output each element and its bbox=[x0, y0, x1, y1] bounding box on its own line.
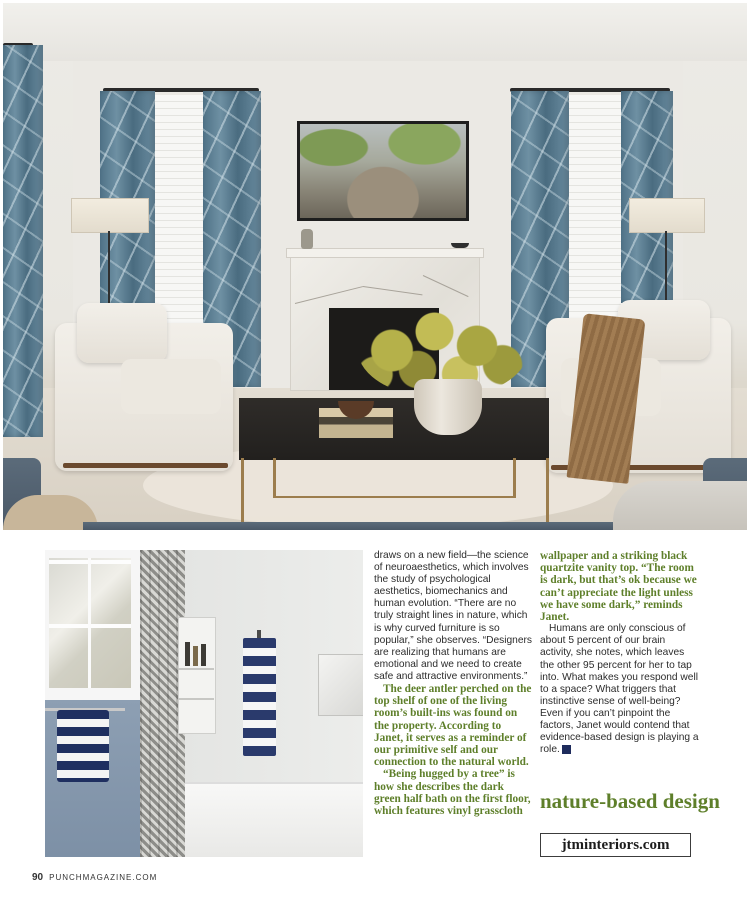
paragraph-text: Humans are only conscious of about 5 percent of our brain activity, she notes, which leaves the other 95 percent for her to tap into. What makes you respond well to a space? What triggers that instinctive sense of well-being? Even if you can’t pinpoint the factors, Janet would contend that evidence-based design is playing a role. bbox=[540, 623, 699, 756]
page-number: 90 bbox=[32, 872, 44, 883]
armchair-base bbox=[63, 463, 228, 468]
sidebar-headline: nature-based design bbox=[540, 789, 720, 813]
table-rail bbox=[273, 496, 516, 498]
floor-lamp-shade bbox=[629, 198, 705, 233]
mantel-shelf bbox=[286, 248, 484, 258]
right-window bbox=[566, 95, 624, 320]
paragraph: draws on a new field—the science of neuroaesthetics, which involves the study of psychological aesthetics, biomechanics and human evolution. “There are no truly straight lines in nature, which is why curved furniture is so popular,” she observes. “Designers are realizing that humans are emotional and we need to create safe and attractive environments.” bbox=[374, 550, 532, 682]
article-column-2 bbox=[374, 550, 532, 817]
coffee-table-top bbox=[239, 398, 549, 460]
armchair-back-cushion bbox=[77, 303, 167, 363]
bathtub bbox=[185, 782, 363, 857]
shower-niche bbox=[178, 617, 216, 734]
bottle bbox=[193, 646, 198, 666]
floor-lamp-shade bbox=[71, 198, 149, 233]
table-leg bbox=[241, 458, 244, 524]
end-mark-icon: ▲ bbox=[562, 745, 571, 754]
pull-paragraph: “Being hugged by a tree” is how she describes the dark green half bath on the first floor, which features vinyl grasscloth bbox=[374, 768, 531, 818]
curtain-panel bbox=[3, 45, 43, 437]
niche-shelf bbox=[178, 668, 214, 670]
pull-paragraph: wallpaper and a striking black quartzite vanity top. “The room is dark, but that’s ok because we can’t appreciate the light unless we have some dark,” reminds Janet. bbox=[540, 550, 697, 624]
mantel-dish bbox=[451, 243, 469, 248]
ceiling bbox=[3, 3, 747, 61]
hanging-striped-towel bbox=[243, 638, 276, 756]
website-link[interactable]: jtminteriors.com bbox=[540, 833, 691, 857]
sofa-cushion bbox=[613, 481, 747, 530]
publication-name: PUNCHMAGAZINE.COM bbox=[49, 873, 158, 882]
armchair-seat bbox=[121, 359, 221, 414]
article-column-3 bbox=[540, 550, 700, 756]
living-room-photo bbox=[3, 3, 747, 530]
window-mullion bbox=[88, 558, 91, 688]
left-window bbox=[153, 95, 205, 325]
floor-lamp-pole bbox=[665, 231, 667, 306]
page-footer bbox=[32, 872, 157, 883]
paragraph bbox=[540, 623, 700, 756]
table-leg bbox=[273, 458, 276, 498]
sofa-back bbox=[83, 522, 623, 530]
niche-shelf bbox=[178, 698, 214, 700]
wall-niche bbox=[318, 654, 363, 716]
bottle bbox=[185, 642, 190, 666]
bottle bbox=[201, 644, 206, 666]
table-leg bbox=[546, 458, 549, 524]
bathroom-photo bbox=[45, 550, 363, 857]
ceramic-vase bbox=[414, 379, 482, 435]
framed-painting bbox=[297, 121, 469, 221]
mantel-vase bbox=[301, 229, 313, 249]
pull-paragraph: The deer antler perched on the top shelf of one of the living room’s built-ins was found on the property. According to Janet, it serves as a reminder of our primitive self and our connection to the natural world. bbox=[374, 683, 532, 769]
striped-towel bbox=[57, 710, 109, 782]
table-leg bbox=[513, 458, 516, 498]
floor-lamp-pole bbox=[108, 231, 110, 311]
